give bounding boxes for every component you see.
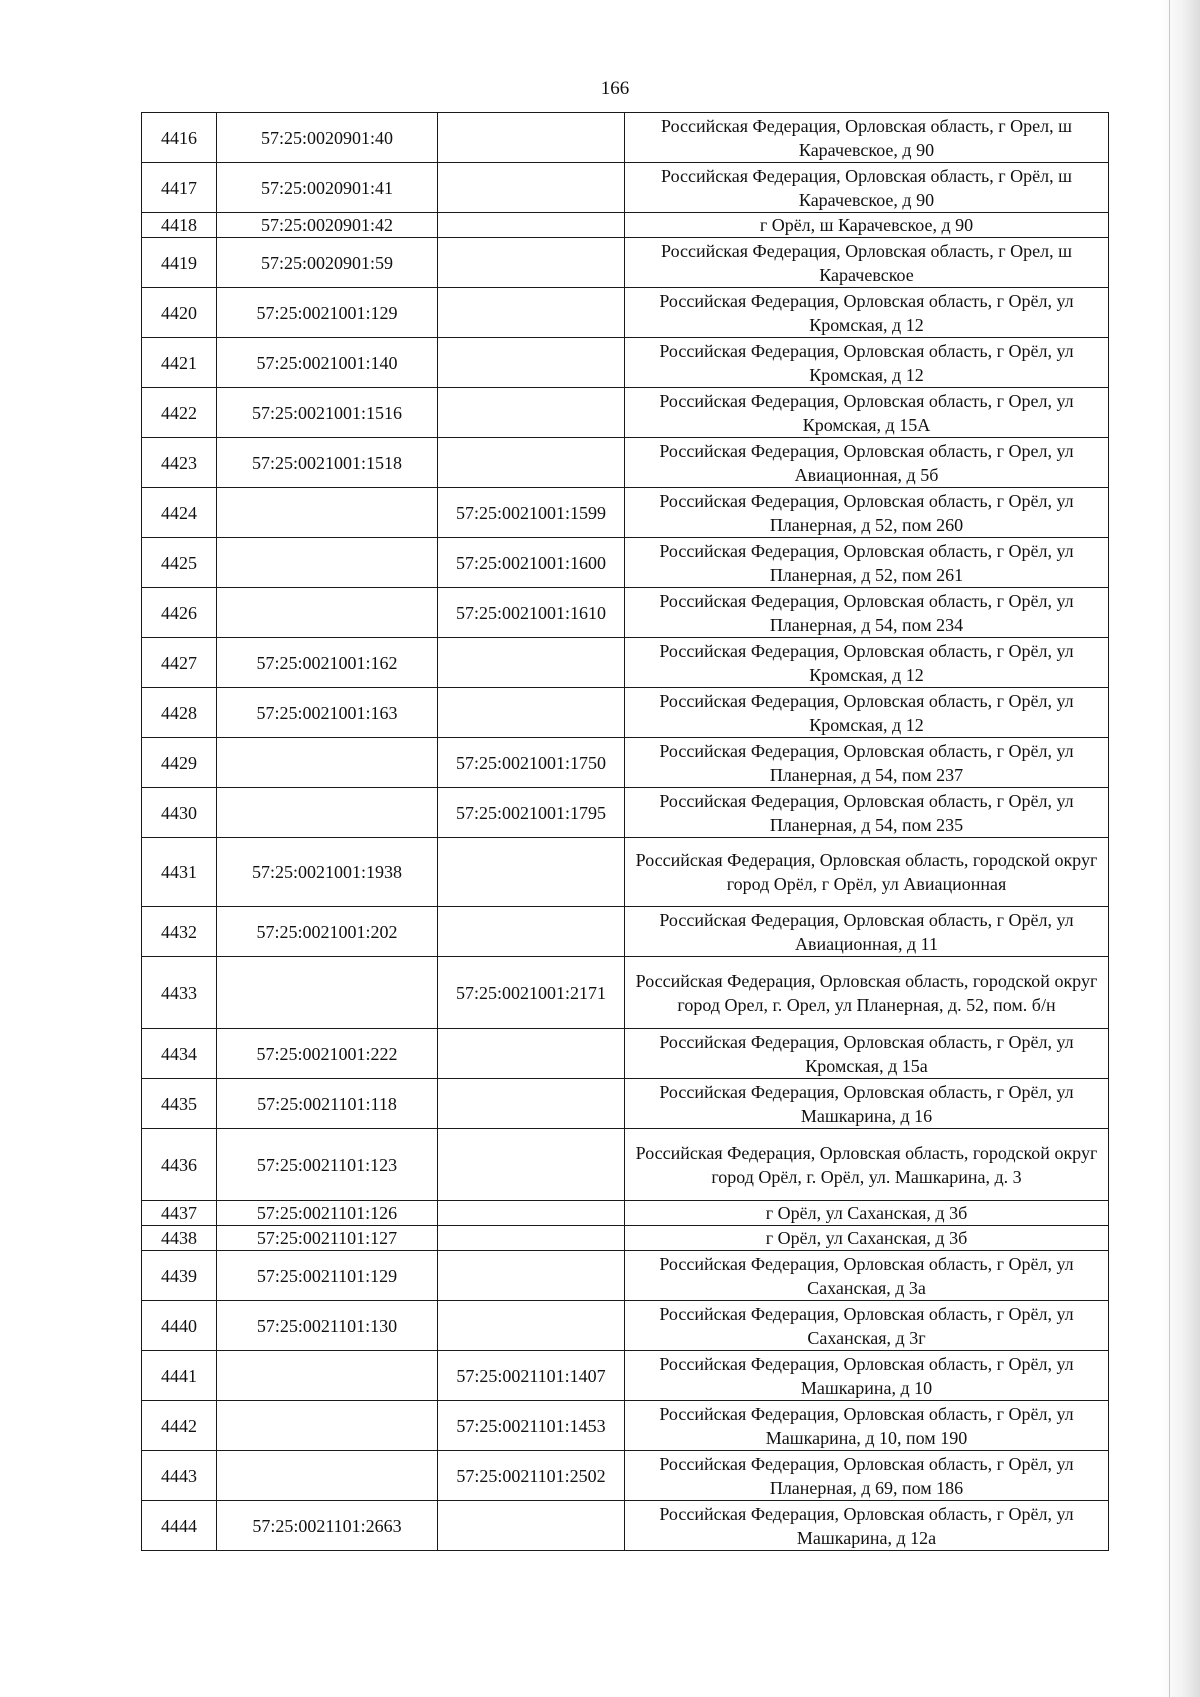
row-number: 4435 bbox=[142, 1079, 217, 1129]
table-row bbox=[142, 113, 1109, 163]
address-cell: Российская Федерация, Орловская область, г Орёл, ул Кромская, д 12 bbox=[625, 688, 1109, 738]
cadastral-number-parcel: 57:25:0021101:127 bbox=[217, 1226, 438, 1251]
cadastral-number-object: 57:25:0021001:1599 bbox=[438, 488, 625, 538]
row-number: 4443 bbox=[142, 1451, 217, 1501]
address-cell: Российская Федерация, Орловская область, г Орёл, ул Кромская, д 12 bbox=[625, 288, 1109, 338]
cadastral-number-object bbox=[438, 1129, 625, 1201]
address-cell: Российская Федерация, Орловская область, г Орел, ш Карачевское, д 90 bbox=[625, 113, 1109, 163]
address-cell: Российская Федерация, Орловская область, г Орел, ул Кромская, д 15А bbox=[625, 388, 1109, 438]
row-number: 4425 bbox=[142, 538, 217, 588]
cadastral-number-object bbox=[438, 1029, 625, 1079]
row-number: 4440 bbox=[142, 1301, 217, 1351]
cadastral-number-parcel bbox=[217, 957, 438, 1029]
table-row bbox=[142, 288, 1109, 338]
table-row bbox=[142, 1201, 1109, 1226]
cadastral-number-object bbox=[438, 288, 625, 338]
cadastral-number-parcel bbox=[217, 1351, 438, 1401]
table-row bbox=[142, 1401, 1109, 1451]
table-row bbox=[142, 1351, 1109, 1401]
row-number: 4437 bbox=[142, 1201, 217, 1226]
table-row bbox=[142, 488, 1109, 538]
cadastral-number-object bbox=[438, 338, 625, 388]
row-number: 4436 bbox=[142, 1129, 217, 1201]
registry-table-body bbox=[142, 113, 1109, 1551]
row-number: 4432 bbox=[142, 907, 217, 957]
row-number: 4434 bbox=[142, 1029, 217, 1079]
cadastral-number-parcel: 57:25:0021101:130 bbox=[217, 1301, 438, 1351]
table-row bbox=[142, 738, 1109, 788]
address-cell: Российская Федерация, Орловская область, г Орёл, ул Авиационная, д 11 bbox=[625, 907, 1109, 957]
table-row bbox=[142, 688, 1109, 738]
row-number: 4421 bbox=[142, 338, 217, 388]
cadastral-number-parcel: 57:25:0021001:162 bbox=[217, 638, 438, 688]
cadastral-number-object bbox=[438, 1251, 625, 1301]
address-cell: Российская Федерация, Орловская область, г Орёл, ул Машкарина, д 10 bbox=[625, 1351, 1109, 1401]
cadastral-number-object bbox=[438, 388, 625, 438]
cadastral-number-parcel: 57:25:0021101:123 bbox=[217, 1129, 438, 1201]
cadastral-number-parcel bbox=[217, 1401, 438, 1451]
row-number: 4430 bbox=[142, 788, 217, 838]
address-cell: Российская Федерация, Орловская область, г Орёл, ул Планерная, д 69, пом 186 bbox=[625, 1451, 1109, 1501]
address-cell: г Орёл, ш Карачевское, д 90 bbox=[625, 213, 1109, 238]
cadastral-number-parcel: 57:25:0020901:42 bbox=[217, 213, 438, 238]
table-row bbox=[142, 957, 1109, 1029]
row-number: 4431 bbox=[142, 838, 217, 907]
row-number: 4441 bbox=[142, 1351, 217, 1401]
cadastral-number-parcel: 57:25:0021101:118 bbox=[217, 1079, 438, 1129]
address-cell: Российская Федерация, Орловская область, г Орёл, ул Планерная, д 52, пом 261 bbox=[625, 538, 1109, 588]
row-number: 4424 bbox=[142, 488, 217, 538]
cadastral-number-object bbox=[438, 438, 625, 488]
cadastral-number-object bbox=[438, 907, 625, 957]
table-row bbox=[142, 1226, 1109, 1251]
cadastral-number-object bbox=[438, 1301, 625, 1351]
table-row bbox=[142, 1129, 1109, 1201]
row-number: 4438 bbox=[142, 1226, 217, 1251]
cadastral-number-object: 57:25:0021001:2171 bbox=[438, 957, 625, 1029]
address-cell: г Орёл, ул Саханская, д 3б bbox=[625, 1226, 1109, 1251]
row-number: 4426 bbox=[142, 588, 217, 638]
table-row bbox=[142, 838, 1109, 907]
table-row bbox=[142, 1079, 1109, 1129]
cadastral-number-object: 57:25:0021001:1610 bbox=[438, 588, 625, 638]
table-row bbox=[142, 1501, 1109, 1551]
row-number: 4420 bbox=[142, 288, 217, 338]
cadastral-number-object bbox=[438, 1079, 625, 1129]
table-row bbox=[142, 388, 1109, 438]
row-number: 4433 bbox=[142, 957, 217, 1029]
row-number: 4416 bbox=[142, 113, 217, 163]
cadastral-number-parcel: 57:25:0020901:59 bbox=[217, 238, 438, 288]
address-cell: Российская Федерация, Орловская область, г Орёл, ул Планерная, д 54, пом 237 bbox=[625, 738, 1109, 788]
cadastral-number-parcel: 57:25:0021001:202 bbox=[217, 907, 438, 957]
page-number: 166 bbox=[600, 78, 630, 99]
cadastral-number-parcel: 57:25:0021101:126 bbox=[217, 1201, 438, 1226]
address-cell: Российская Федерация, Орловская область, г Орёл, ул Кромская, д 12 bbox=[625, 638, 1109, 688]
address-cell: г Орёл, ул Саханская, д 3б bbox=[625, 1201, 1109, 1226]
cadastral-number-parcel: 57:25:0021001:129 bbox=[217, 288, 438, 338]
cadastral-number-parcel: 57:25:0020901:40 bbox=[217, 113, 438, 163]
row-number: 4439 bbox=[142, 1251, 217, 1301]
row-number: 4428 bbox=[142, 688, 217, 738]
row-number: 4423 bbox=[142, 438, 217, 488]
cadastral-number-parcel: 57:25:0021001:163 bbox=[217, 688, 438, 738]
address-cell: Российская Федерация, Орловская область, г Орёл, ул Планерная, д 54, пом 234 bbox=[625, 588, 1109, 638]
cadastral-number-object bbox=[438, 688, 625, 738]
address-cell: Российская Федерация, Орловская область, г Орёл, ул Машкарина, д 16 bbox=[625, 1079, 1109, 1129]
address-cell: Российская Федерация, Орловская область, г Орёл, ул Саханская, д 3г bbox=[625, 1301, 1109, 1351]
cadastral-number-parcel bbox=[217, 538, 438, 588]
table-row bbox=[142, 438, 1109, 488]
row-number: 4442 bbox=[142, 1401, 217, 1451]
cadastral-number-object: 57:25:0021001:1600 bbox=[438, 538, 625, 588]
cadastral-number-parcel: 57:25:0021001:1938 bbox=[217, 838, 438, 907]
address-cell: Российская Федерация, Орловская область, городской округ город Орел, г. Орел, ул Планерная, д. 52, пом. б/н bbox=[625, 957, 1109, 1029]
cadastral-number-object bbox=[438, 1501, 625, 1551]
cadastral-number-object bbox=[438, 838, 625, 907]
cadastral-number-parcel: 57:25:0021101:2663 bbox=[217, 1501, 438, 1551]
registry-table bbox=[141, 112, 1109, 1551]
address-cell: Российская Федерация, Орловская область, г Орёл, ул Планерная, д 52, пом 260 bbox=[625, 488, 1109, 538]
cadastral-number-object: 57:25:0021001:1795 bbox=[438, 788, 625, 838]
cadastral-number-object bbox=[438, 638, 625, 688]
table-row bbox=[142, 1451, 1109, 1501]
page-edge-line bbox=[1169, 0, 1170, 1697]
cadastral-number-object bbox=[438, 1226, 625, 1251]
cadastral-number-object bbox=[438, 213, 625, 238]
cadastral-number-parcel bbox=[217, 738, 438, 788]
address-cell: Российская Федерация, Орловская область, г Орел, ул Авиационная, д 5б bbox=[625, 438, 1109, 488]
cadastral-number-object: 57:25:0021101:1453 bbox=[438, 1401, 625, 1451]
cadastral-number-parcel bbox=[217, 488, 438, 538]
table-row bbox=[142, 1301, 1109, 1351]
row-number: 4444 bbox=[142, 1501, 217, 1551]
row-number: 4417 bbox=[142, 163, 217, 213]
table-row bbox=[142, 638, 1109, 688]
address-cell: Российская Федерация, Орловская область, г Орёл, ул Кромская, д 12 bbox=[625, 338, 1109, 388]
table-row bbox=[142, 588, 1109, 638]
table-row bbox=[142, 1029, 1109, 1079]
table-row bbox=[142, 213, 1109, 238]
cadastral-number-object bbox=[438, 113, 625, 163]
table-row bbox=[142, 338, 1109, 388]
row-number: 4427 bbox=[142, 638, 217, 688]
cadastral-number-parcel: 57:25:0020901:41 bbox=[217, 163, 438, 213]
table-row bbox=[142, 1251, 1109, 1301]
cadastral-number-object bbox=[438, 238, 625, 288]
table-row bbox=[142, 163, 1109, 213]
cadastral-number-parcel bbox=[217, 588, 438, 638]
table-row bbox=[142, 538, 1109, 588]
cadastral-number-object: 57:25:0021101:2502 bbox=[438, 1451, 625, 1501]
cadastral-number-parcel: 57:25:0021101:129 bbox=[217, 1251, 438, 1301]
cadastral-number-parcel: 57:25:0021001:140 bbox=[217, 338, 438, 388]
cadastral-number-parcel bbox=[217, 1451, 438, 1501]
address-cell: Российская Федерация, Орловская область, городской округ город Орёл, г Орёл, ул Авиационная bbox=[625, 838, 1109, 907]
address-cell: Российская Федерация, Орловская область, городской округ город Орёл, г. Орёл, ул. Машкарина, д. 3 bbox=[625, 1129, 1109, 1201]
table-row bbox=[142, 238, 1109, 288]
cadastral-number-object bbox=[438, 163, 625, 213]
table-row bbox=[142, 907, 1109, 957]
cadastral-number-parcel bbox=[217, 788, 438, 838]
cadastral-number-object: 57:25:0021101:1407 bbox=[438, 1351, 625, 1401]
row-number: 4418 bbox=[142, 213, 217, 238]
address-cell: Российская Федерация, Орловская область, г Орел, ш Карачевское bbox=[625, 238, 1109, 288]
address-cell: Российская Федерация, Орловская область, г Орёл, ул Планерная, д 54, пом 235 bbox=[625, 788, 1109, 838]
page-edge-shadow bbox=[1160, 0, 1200, 1697]
cadastral-number-parcel: 57:25:0021001:222 bbox=[217, 1029, 438, 1079]
address-cell: Российская Федерация, Орловская область, г Орёл, ул Машкарина, д 12а bbox=[625, 1501, 1109, 1551]
address-cell: Российская Федерация, Орловская область, г Орёл, ул Саханская, д 3а bbox=[625, 1251, 1109, 1301]
table-row bbox=[142, 788, 1109, 838]
row-number: 4429 bbox=[142, 738, 217, 788]
cadastral-number-object: 57:25:0021001:1750 bbox=[438, 738, 625, 788]
address-cell: Российская Федерация, Орловская область, г Орёл, ул Кромская, д 15а bbox=[625, 1029, 1109, 1079]
address-cell: Российская Федерация, Орловская область, г Орёл, ул Машкарина, д 10, пом 190 bbox=[625, 1401, 1109, 1451]
row-number: 4419 bbox=[142, 238, 217, 288]
row-number: 4422 bbox=[142, 388, 217, 438]
cadastral-number-object bbox=[438, 1201, 625, 1226]
address-cell: Российская Федерация, Орловская область, г Орёл, ш Карачевское, д 90 bbox=[625, 163, 1109, 213]
cadastral-number-parcel: 57:25:0021001:1518 bbox=[217, 438, 438, 488]
cadastral-number-parcel: 57:25:0021001:1516 bbox=[217, 388, 438, 438]
